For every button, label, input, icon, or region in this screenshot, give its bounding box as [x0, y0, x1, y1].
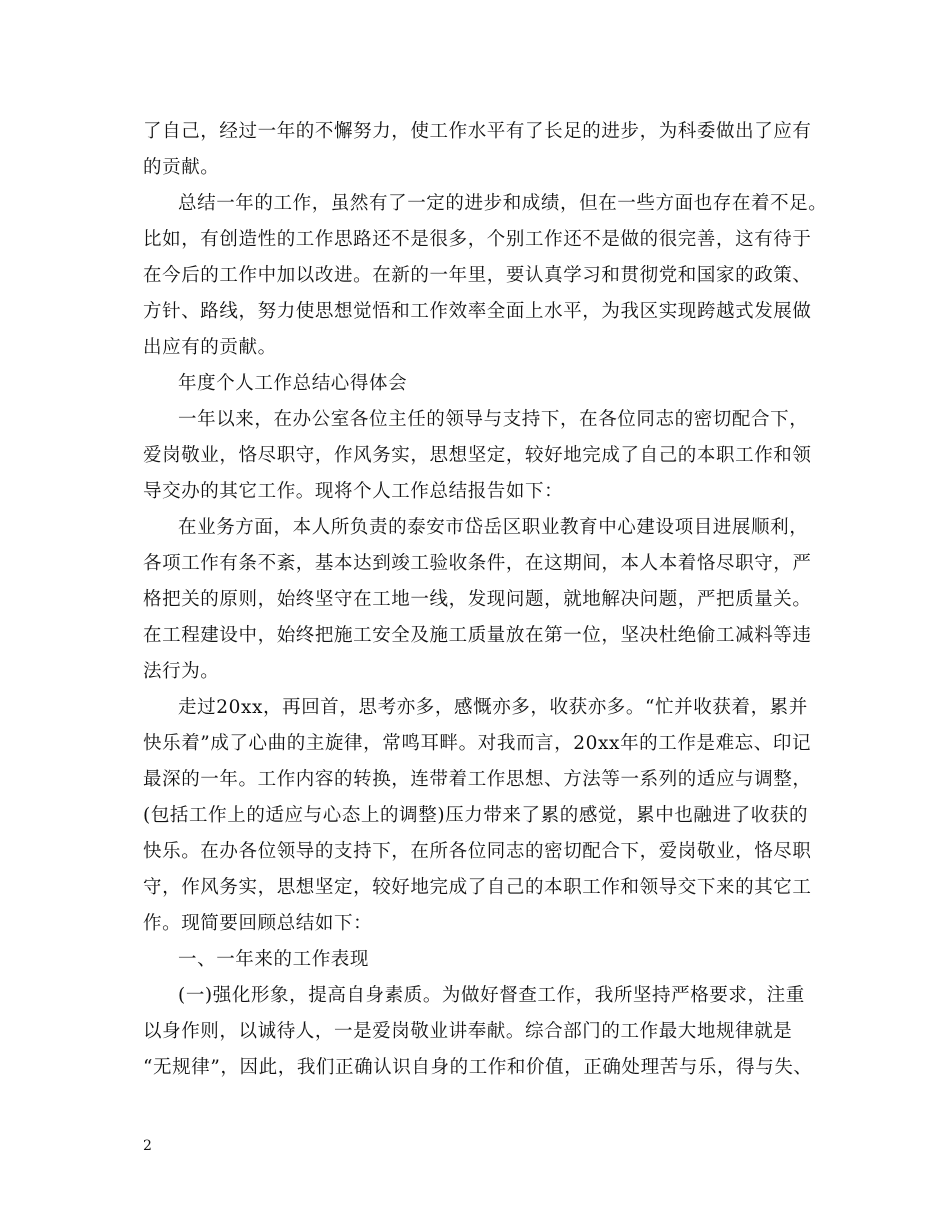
text-line: 的贡献。 — [143, 157, 220, 178]
text-line: 快乐。在办各位领导的支持下，在所各位同志的密切配合下，爱岗敬业，恪尽职 — [143, 841, 812, 862]
text-line: 最深的一年。工作内容的转换，连带着工作思想、方法等一系列的适应与调整， — [143, 769, 812, 790]
text-line: 以身作则，以诚待人，一是爱岗敬业讲奉献。综合部门的工作最大地规律就是 — [143, 1021, 793, 1042]
text-line: 作。现简要回顾总结如下： — [143, 913, 373, 934]
section-heading: 年度个人工作总结心得体会 — [178, 373, 408, 394]
text-line: 守，作风务实，思想坚定，较好地完成了自己的本职工作和领导交下来的其它工 — [143, 877, 812, 898]
text-line: (一)强化形象，提高自身素质。为做好督查工作，我所坚持严格要求，注重 — [178, 985, 805, 1006]
text-line: 走过20xx，再回首，思考亦多，感慨亦多，收获亦多。“忙并收获着，累并 — [178, 697, 808, 718]
text-line: 比如，有创造性的工作思路还不是很多，个别工作还不是做的很完善，这有待于 — [143, 229, 812, 250]
text-line: 在工程建设中，始终把施工安全及施工质量放在第一位，坚决杜绝偷工减料等违 — [143, 625, 812, 646]
text-line: 总结一年的工作，虽然有了一定的进步和成绩，但在一些方面也存在着不足。 — [178, 193, 828, 214]
text-line: 导交办的其它工作。现将个人工作总结报告如下： — [143, 481, 564, 502]
text-line: 爱岗敬业，恪尽职守，作风务实，思想坚定，较好地完成了自己的本职工作和领 — [143, 445, 812, 466]
text-line: (包括工作上的适应与心态上的调整)压力带来了累的感觉，累中也融进了收获的 — [143, 805, 809, 826]
text-line: 方针、路线，努力使思想觉悟和工作效率全面上水平，为我区实现跨越式发展做 — [143, 301, 812, 322]
text-line: 法行为。 — [143, 661, 220, 682]
text-line: 快乐着”成了心曲的主旋律，常鸣耳畔。对我而言，20xx年的工作是难忘、印记 — [143, 733, 812, 754]
page-number: 2 — [143, 1138, 152, 1154]
text-line: 了自己，经过一年的不懈努力，使工作水平有了长足的进步，为科委做出了应有 — [143, 121, 812, 142]
section-heading: 一、一年来的工作表现 — [178, 949, 370, 970]
text-line: 出应有的贡献。 — [143, 337, 277, 358]
text-line: 一年以来，在办公室各位主任的领导与支持下，在各位同志的密切配合下， — [178, 409, 809, 430]
text-line: 在业务方面，本人所负责的泰安市岱岳区职业教育中心建设项目进展顺利， — [178, 517, 809, 538]
text-line: “无规律”，因此，我们正确认识自身的工作和价值，正确处理苦与乐，得与失、 — [143, 1057, 813, 1078]
text-line: 各项工作有条不紊，基本达到竣工验收条件，在这期间，本人本着恪尽职守，严 — [143, 553, 812, 574]
text-line: 格把关的原则，始终坚守在工地一线，发现问题，就地解决问题，严把质量关。 — [143, 589, 812, 610]
text-line: 在今后的工作中加以改进。在新的一年里，要认真学习和贯彻党和国家的政策、 — [143, 265, 812, 286]
